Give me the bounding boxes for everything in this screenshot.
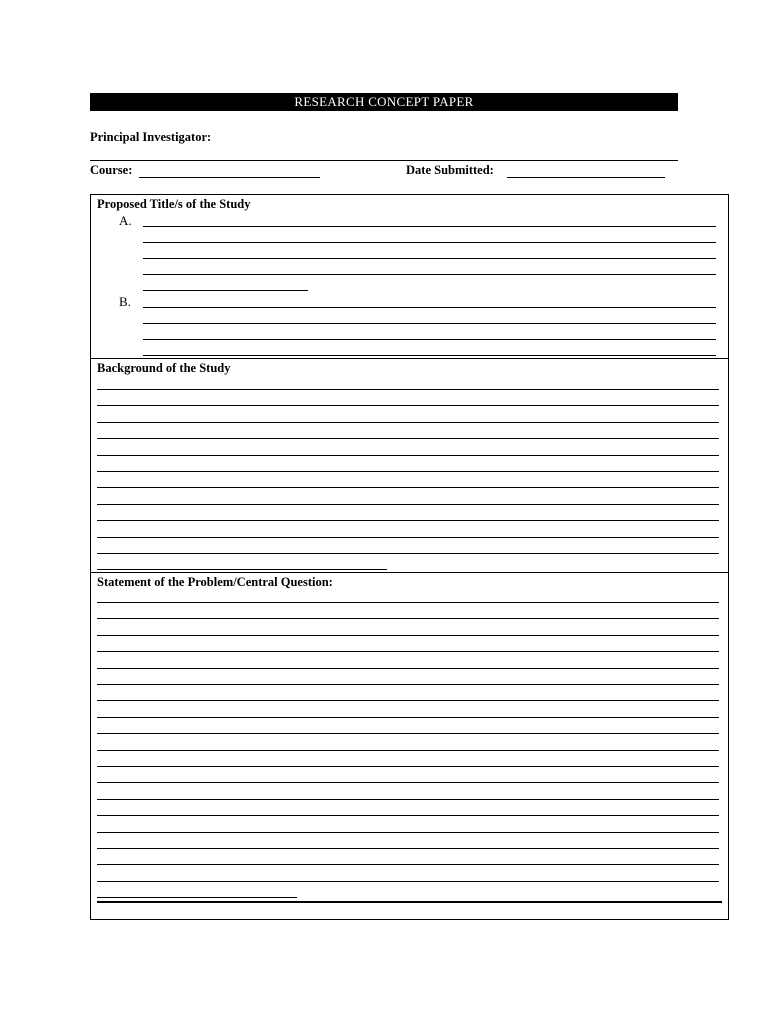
background-line[interactable] — [97, 504, 719, 505]
date-submitted-label: Date Submitted: — [406, 163, 494, 177]
title-a-line[interactable] — [143, 290, 308, 291]
date-submitted-field[interactable] — [507, 177, 665, 178]
problem-statement-line[interactable] — [97, 864, 719, 865]
problem-statement-line[interactable] — [97, 815, 719, 816]
background-line[interactable] — [97, 389, 719, 390]
problem-statement-line[interactable] — [97, 750, 719, 751]
section-divider-1 — [90, 358, 729, 359]
title-b-line[interactable] — [143, 339, 716, 340]
title-a-line[interactable] — [143, 226, 716, 227]
problem-statement-line[interactable] — [97, 635, 719, 636]
problem-statement-heading: Statement of the Problem/Central Question: — [97, 575, 333, 589]
principal-investigator-field[interactable] — [90, 160, 678, 161]
problem-statement-line[interactable] — [97, 668, 719, 669]
title-b-line[interactable] — [143, 323, 716, 324]
problem-statement-line[interactable] — [97, 782, 719, 783]
problem-statement-line[interactable] — [97, 651, 719, 652]
problem-statement-line[interactable] — [97, 618, 719, 619]
title-b-line[interactable] — [143, 355, 716, 356]
problem-statement-line[interactable] — [97, 766, 719, 767]
problem-statement-line[interactable] — [97, 848, 719, 849]
principal-investigator-label: Principal Investigator: — [90, 130, 212, 144]
problem-statement-line[interactable] — [97, 684, 719, 685]
title-a-line[interactable] — [143, 242, 716, 243]
problem-statement-line[interactable] — [97, 881, 719, 882]
problem-statement-line[interactable] — [97, 733, 719, 734]
option-a-marker: A. — [119, 213, 132, 228]
course-label: Course: — [90, 163, 133, 177]
background-line[interactable] — [97, 537, 719, 538]
section-divider-2 — [90, 572, 729, 573]
problem-statement-line[interactable] — [97, 602, 719, 603]
background-line[interactable] — [97, 438, 719, 439]
background-heading: Background of the Study — [97, 361, 231, 375]
proposed-titles-heading: Proposed Title/s of the Study — [97, 197, 251, 211]
title-a-line[interactable] — [143, 274, 716, 275]
problem-statement-line[interactable] — [97, 717, 719, 718]
form-box — [90, 194, 729, 920]
document-title: RESEARCH CONCEPT PAPER — [90, 93, 678, 111]
problem-statement-line[interactable] — [97, 700, 719, 701]
problem-statement-line[interactable] — [97, 799, 719, 800]
background-line[interactable] — [97, 455, 719, 456]
background-line[interactable] — [97, 487, 719, 488]
background-line[interactable] — [97, 553, 719, 554]
course-field[interactable] — [139, 177, 320, 178]
problem-statement-line[interactable] — [97, 832, 719, 833]
option-b-marker: B. — [119, 294, 131, 309]
background-line[interactable] — [97, 569, 387, 570]
background-line[interactable] — [97, 405, 719, 406]
closing-rule — [97, 901, 722, 903]
problem-statement-line[interactable] — [97, 897, 297, 898]
title-b-line[interactable] — [143, 307, 716, 308]
background-line[interactable] — [97, 471, 719, 472]
background-line[interactable] — [97, 520, 719, 521]
title-a-line[interactable] — [143, 258, 716, 259]
background-line[interactable] — [97, 422, 719, 423]
